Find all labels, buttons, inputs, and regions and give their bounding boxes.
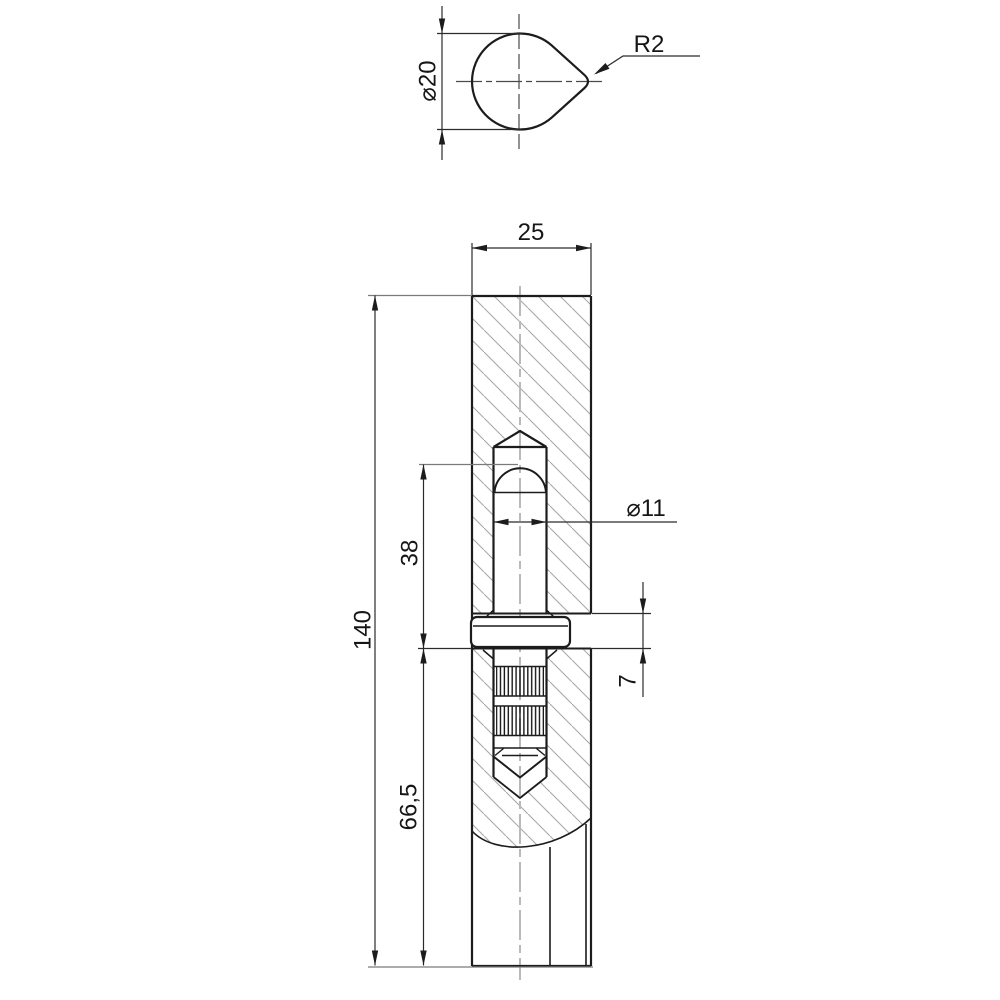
- top-view: [415, 6, 701, 160]
- dim-diameter-20-arrow-bottom: [439, 130, 445, 145]
- dim-diameter-20: [415, 6, 522, 160]
- dim-width-25: [472, 219, 591, 295]
- dim-length-38-arrow-bottom: [420, 634, 426, 649]
- dim-radius-r2: [594, 31, 700, 75]
- knurl-band-2: [496, 706, 544, 736]
- dim-width-25-arrow-right: [576, 245, 591, 251]
- dim-width-25-arrow-left: [472, 245, 487, 251]
- front-view: [350, 219, 678, 980]
- dim-width-25-extension-lines: [472, 243, 591, 295]
- dim-collar-7-extension-lines: [591, 614, 651, 649]
- dim-diameter-20-label: ⌀20: [414, 60, 442, 102]
- dim-collar-7-label: 7: [614, 674, 642, 688]
- dim-width-25-label: 25: [517, 219, 545, 246]
- dim-collar-7-arrow-top: [640, 599, 646, 614]
- dim-radius-r2-label: R2: [633, 31, 665, 58]
- dim-length-38-label: 38: [396, 539, 424, 567]
- knurl-band-1: [496, 667, 544, 697]
- dim-diameter-11-label: ⌀11: [626, 495, 666, 522]
- teardrop-silhouette-edges: [550, 824, 586, 966]
- dim-radius-r2-arrow: [594, 63, 610, 75]
- dim-radius-r2-leader: [596, 56, 700, 74]
- dim-height-140-arrow-top: [372, 296, 378, 311]
- dim-length-38-arrow-top: [420, 465, 426, 480]
- collar: [471, 617, 570, 647]
- dim-diameter-20-arrow-top: [439, 19, 445, 34]
- dim-collar-7: [591, 582, 651, 697]
- dim-collar-7-arrow-bottom: [640, 649, 646, 664]
- dim-length-66-5-arrow-top: [420, 649, 426, 664]
- dim-height-140-arrow-bottom: [372, 951, 378, 966]
- dim-length-66-5: [396, 649, 473, 966]
- dim-length-66-5-arrow-bottom: [420, 951, 426, 966]
- dim-length-66-5-label: 66,5: [395, 783, 423, 831]
- dim-height-140-label: 140: [349, 609, 377, 651]
